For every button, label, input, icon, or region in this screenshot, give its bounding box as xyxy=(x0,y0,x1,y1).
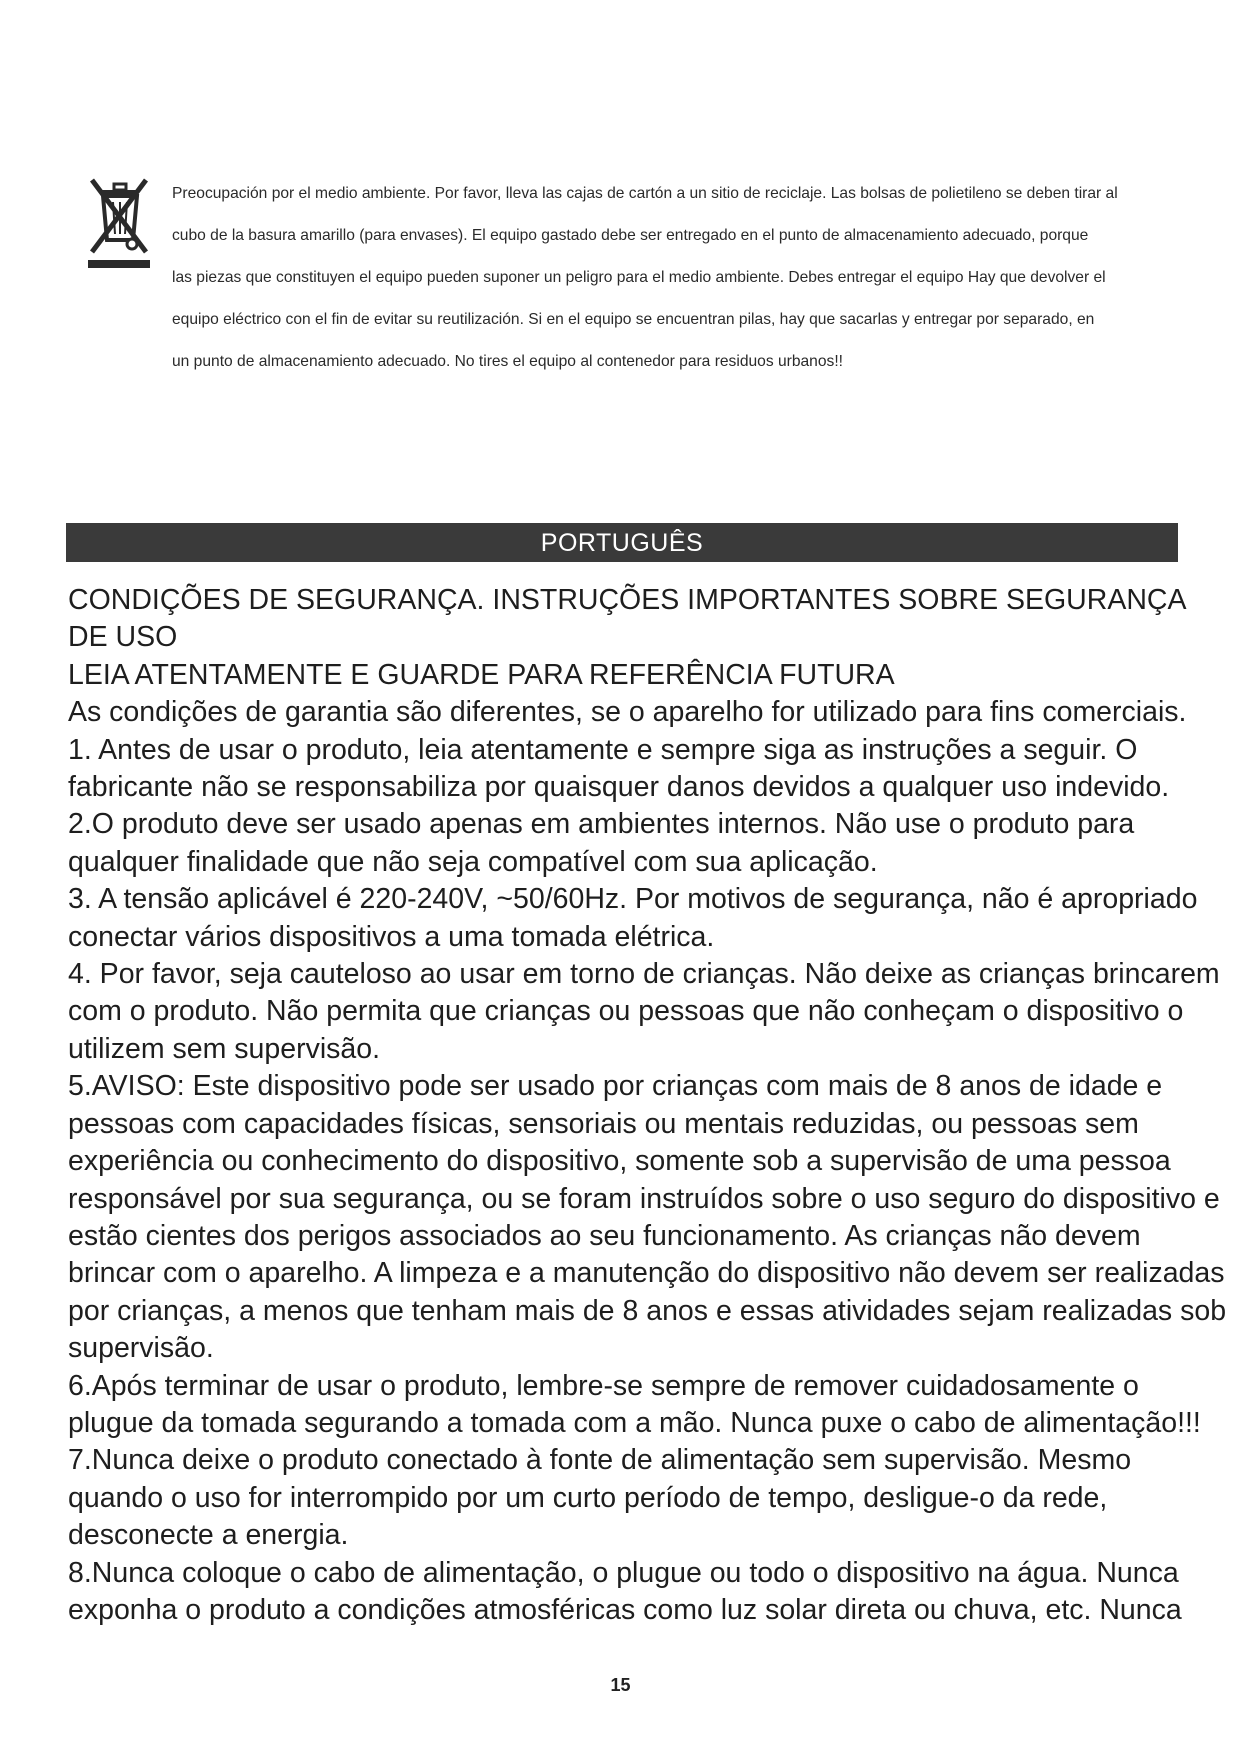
text-line: pessoas com capacidades físicas, sensoriais ou mentais reduzidas, ou pessoas sem xyxy=(68,1107,1139,1140)
text-line: As condições de garantia são diferentes, se o aparelho for utilizado para fins comerciais. xyxy=(68,696,1187,729)
text-line: 3. A tensão aplicável é 220-240V, ~50/60Hz. Por motivos de segurança, não é apropriado xyxy=(68,883,1198,916)
crossed-out-wheelie-bin-icon xyxy=(84,170,154,270)
safety-heading: CONDIÇÕES DE SEGURANÇA. INSTRUÇÕES IMPORTANTES SOBRE SEGURANÇA xyxy=(68,584,1187,616)
language-section-header: PORTUGUÊS xyxy=(66,523,1178,562)
text-line: com o produto. Não permita que crianças ou pessoas que não conheçam o dispositivo o xyxy=(68,995,1184,1028)
text-line: experiência ou conhecimento do dispositivo, somente sob a supervisão de uma pessoa xyxy=(68,1145,1171,1178)
text-line: 8.Nunca coloque o cabo de alimentação, o plugue ou todo o dispositivo na água. Nunca xyxy=(68,1556,1179,1589)
text-line: 4. Por favor, seja cauteloso ao usar em torno de crianças. Não deixe as crianças brincarem xyxy=(68,958,1220,991)
text-line: responsável por sua segurança, ou se foram instruídos sobre o uso seguro do dispositivo e xyxy=(68,1182,1220,1215)
text-line: 6.Após terminar de usar o produto, lembre-se sempre de remover cuidadosamente o xyxy=(68,1369,1139,1402)
text-line: qualquer finalidade que não seja compatível com sua aplicação. xyxy=(68,845,878,878)
safety-heading: DE USO xyxy=(68,621,178,654)
text-line: brincar com o aparelho. A limpeza e a manutenção do dispositivo não devem ser realizadas xyxy=(68,1257,1225,1290)
text-line: plugue da tomada segurando a tomada com a mão. Nunca puxe o cabo de alimentação!!! xyxy=(68,1406,1201,1439)
text-line: estão cientes dos perigos associados ao seu funcionamento. As crianças não devem xyxy=(68,1219,1141,1252)
safety-instructions xyxy=(68,582,1227,1629)
text-line: 5.AVISO: Este dispositivo pode ser usado por crianças com mais de 8 anos de idade e xyxy=(68,1070,1163,1103)
notice-line: cubo de la basura amarillo (para envases). El equipo gastado debe ser entregado en el punto de almacenamiento adecuado, porque xyxy=(172,227,1089,244)
text-line: 2.O produto deve ser usado apenas em ambientes internos. Não use o produto para xyxy=(68,808,1135,841)
text-line: conectar vários dispositivos a uma tomada elétrica. xyxy=(68,920,715,953)
text-line: fabricante não se responsabiliza por quaisquer danos devidos a qualquer uso indevido. xyxy=(68,771,1170,804)
text-line: supervisão. xyxy=(68,1332,214,1365)
text-line: 1. Antes de usar o produto, leia atentamente e sempre siga as instruções a seguir. O xyxy=(68,733,1138,766)
text-line: quando o uso for interrompido por um curto período de tempo, desligue-o da rede, xyxy=(68,1481,1108,1514)
text-line: utilizem sem supervisão. xyxy=(68,1032,381,1065)
notice-line: equipo eléctrico con el fin de evitar su reutilización. Si en el equipo se encuentran pilas, hay que sacarlas y entregar por separado, en xyxy=(172,311,1095,328)
text-line: por crianças, a menos que tenham mais de 8 anos e essas atividades sejam realizadas sob xyxy=(68,1294,1227,1327)
text-line: desconecte a energia. xyxy=(68,1519,349,1552)
environment-notice-text xyxy=(172,162,1172,393)
notice-line: Preocupación por el medio ambiente. Por favor, lleva las cajas de cartón a un sitio de reciclaje. Las bolsas de polietileno se deben tirar al xyxy=(172,185,1118,202)
safety-subheading: LEIA ATENTAMENTE E GUARDE PARA REFERÊNCIA FUTURA xyxy=(68,658,895,691)
notice-line: las piezas que constituyen el equipo pueden suponer un peligro para el medio ambiente. Debes entregar el equipo Hay que devolver el xyxy=(172,269,1106,286)
environment-notice xyxy=(84,162,1184,370)
notice-line: un punto de almacenamiento adecuado. No tires el equipo al contenedor para residuos urbanos!! xyxy=(172,353,843,370)
text-line: 7.Nunca deixe o produto conectado à fonte de alimentação sem supervisão. Mesmo xyxy=(68,1444,1132,1477)
text-line: exponha o produto a condições atmosféricas como luz solar direta ou chuva, etc. Nunca xyxy=(68,1593,1182,1626)
page-number: 15 xyxy=(610,1675,631,1695)
